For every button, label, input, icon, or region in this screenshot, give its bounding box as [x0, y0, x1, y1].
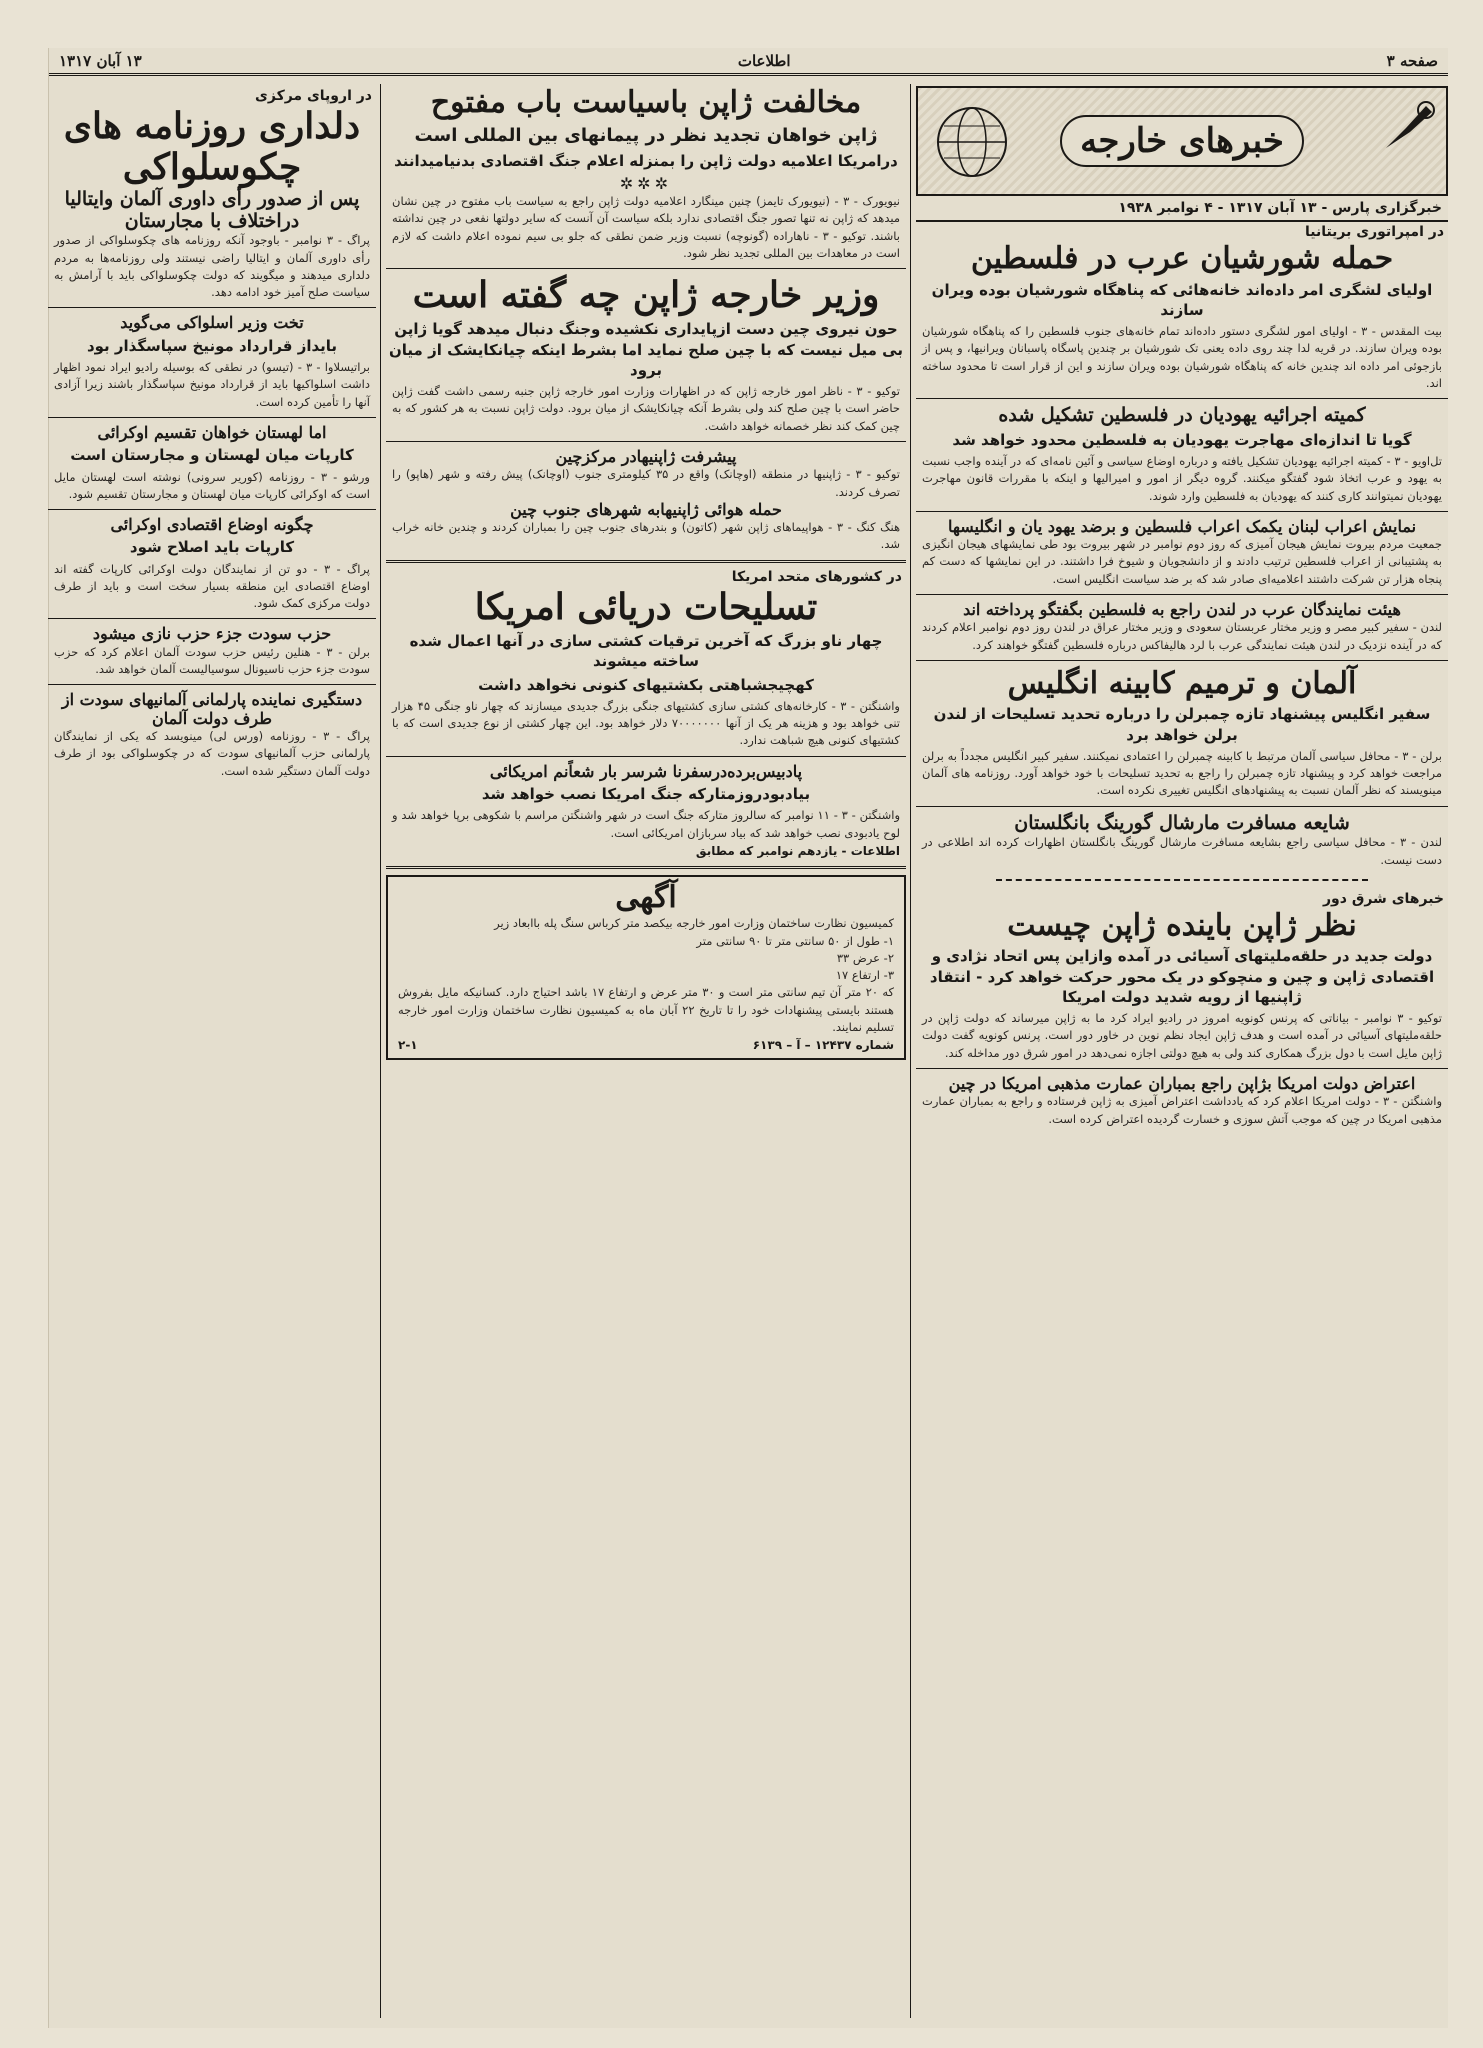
- headline-jewish-committee: کمیته اجرائیه یهودیان در فلسطین تشکیل شده: [998, 404, 1366, 426]
- subheadline: اولیای لشگری امر داده‌اند خانه‌هائی که پناهگاه شورشیان بوده ویران سازند: [931, 280, 1433, 319]
- headline-carpatho: چگونه اوضاع اقتصادی اوکرائی: [110, 515, 314, 534]
- headline-slovak-pm: تخت وزیر اسلواکی می‌گوید: [120, 313, 304, 333]
- subheadline: بایداز قرارداد مونیخ سپاسگذار بود: [86, 336, 338, 355]
- newspaper-page: [48, 48, 1448, 2028]
- headline-goering: شایعه مسافرت مارشال گورینگ بانگلستان: [1014, 811, 1350, 834]
- article-body: هنگ کنگ - ۳ - هواپیماهای ژاپن شهر (کاتون) و بندرهای جنوب چین را بمباران کردند و چندین خانه خراب شد.: [392, 520, 901, 552]
- page-number: صفحه ۳: [1386, 51, 1438, 70]
- column-rule: [380, 84, 381, 2018]
- headline-foreign-minister: وزیر خارجه ژاپن چه گفته است: [412, 274, 880, 317]
- headline-memorial: پادبیس‌برده‌درسفرنا شرسر بار شعاً‌نم امریکائی: [489, 761, 803, 781]
- region-label: در امپراتوری بریتانیا: [1304, 224, 1444, 240]
- divider: [48, 684, 376, 685]
- headline-poland: اما لهستان خواهان تقسیم اوکرائی: [97, 422, 327, 442]
- ornament: ✲✲✲: [619, 174, 673, 194]
- divider: [386, 441, 906, 442]
- foreign-news-header: [916, 86, 1448, 196]
- divider: [916, 594, 1448, 595]
- article-body: توکیو - ۳ - ژاپنیها در منطقه (اوچانک) واقع در ۳۵ کیلومتری جنوب (اوچانک) پیش رفته و شهر (هاپو) را تصرف کردند.: [392, 467, 900, 499]
- headline-palestine: حمله شورشیان عرب در فلسطین: [970, 241, 1394, 276]
- ad-item: ۳- ارتفاع ۱۷: [835, 968, 894, 982]
- region-label: در کشورهای متحد امریکا: [731, 568, 902, 585]
- article-body: واشنگتن - ۳ - کارخانه‌های کشتی سازی کشتیهای جنگی بزرگ جدیدی میسازند که چهار ناو جنگی ۴۵ هزار تنی خواهد بود و هزینه هر یک از آنها ۷۰۰۰۰۰۰۰ دلار خواهد بود. این چهار کشتی از نوع جدیدی است که با کشتیهای کنونی هیچ شباهت ندارد.: [392, 698, 901, 748]
- issue-date: ۱۳ آبان ۱۳۱۷: [59, 51, 142, 70]
- column-rule: [910, 84, 911, 2018]
- right-column: [916, 86, 1448, 2018]
- ad-number: شماره ۱۲۴۳۷ – آ – ۶۱۳۹: [752, 1038, 894, 1052]
- headline-central-china: پیشرفت ژاپنیهادر مرکزچین: [555, 446, 737, 466]
- article-body: جمعیت مردم بیروت نمایش هیجان آمیزی که روز دوم نوامبر در شهر بیروت بود طی نمایشهای هیجان انگیزی به پشتیبانی از اعراب فلسطین ترتیب دادند و از دانشجویان و شیوخ فرا داشتند. در این نمایشها که دست کم پنجاه هزار تن شرکت داشتند اعلامیه‌ای صادر شد که بر ضد سیاست انگلیس است.: [922, 537, 1442, 586]
- divider: [916, 1068, 1448, 1069]
- article-body: ورشو - ۳ - روزنامه (کوریر سرونی) نوشته است لهستان مایل است که اوکرائی کارپات میان لهستان و مجارستان تقسیم شود.: [54, 469, 370, 501]
- ad-title: آگهی: [615, 879, 677, 915]
- article-body: نیویورک - ۳ - (نیویورک تایمز) چنین مینگارد اعلامیه دولت ژاپن راجع به سیاست باب مفتوح در چین نشان میدهد که ژاپن نه تنها تصور جنگ اقتصادی ندارد بلکه سیاست آن آنست که سایر دولتها نفعی در چین نداشته باشند. توکیو - ۳ - ناهاراده (گونوچه) نسبت وزیر ضمن نطقی که جلو بی سیم نموده اعلام داشت که لازم است در معاهدات بین المللی تجدید نظر شود.: [392, 194, 901, 260]
- subheadline: کارپات باید اصلاح شود: [129, 538, 295, 557]
- subheadline: درامریکا اعلامیه دولت ژاپن را بمنزله اعلام جنگ اقتصادی بدنیامیدانند: [394, 151, 898, 170]
- subheadline: کارپات میان لهستان و مجارستان است: [70, 446, 354, 465]
- region-label: در اروپای مرکزی: [255, 88, 372, 104]
- article-body: پراگ - ۳ - دو تن از نمایندگان دولت اوکرائی کارپات گفته اند اوضاع اقتصادی این منطقه بسیار سخت است و باید از طرف دولت مرکزی کمک شود.: [54, 561, 371, 611]
- headline-us-navy: تسلیحات دریائی امریکا: [474, 585, 818, 628]
- paper-name: اطلاعات: [737, 51, 791, 70]
- article-footer: [386, 842, 906, 860]
- far-east-label: خبرهای شرق دور: [1323, 890, 1444, 907]
- section-title: خبرهای خارجه: [1060, 115, 1304, 167]
- gramophone-horn-icon: [1376, 98, 1436, 158]
- divider: [48, 618, 376, 619]
- globe-icon: [932, 102, 1012, 182]
- article-body: پراگ - ۳ نوامبر - باوجود آنکه روزنامه های چکوسلواکی از صدور رأی داوری آلمان و ایتالیا راضی نیستند ولی روزنامه‌ها به مردم دلداری میدهند و میگویند که دولت چکوسلواکی باید با آرامش به سیاست صلح آمیز خود ادامه دهد.: [54, 233, 370, 300]
- article-body: برلن - ۳ - هنلین رئیس حزب سودت آلمان اعلام کرد که حزب سودت جزء حزب ناسیونال سوسیالیست آلمان خواهد شد.: [54, 644, 370, 677]
- agency-dateline: [916, 196, 1448, 222]
- running-head: [49, 48, 1448, 76]
- divider: [386, 560, 906, 563]
- article-body: توکیو - ۳ - ناظر امور خارجه ژاپن که در اظهارات وزارت امور خارجه ژاپن جنبه رسمی داشت گفت ژاپن حاضر است با چین صلح کند ولی بشرط آنکه چیانکایشک از میان برود. دولت ژاپن نسبت به هر کشور که به چین کمک کند نظر خصمانه خواهد داشت.: [392, 384, 900, 433]
- headline-us-protest: اعتراض دولت امریکا بژاپن راجع بمباران عمارت مذهبی امریکا در چین: [948, 1073, 1416, 1093]
- footer-text: اطلاعات - یازدهم نوامبر که مطابق: [695, 843, 900, 858]
- subheadline: کهچیجشباهتی بکشتیهای کنونی نخواهد داشت: [478, 675, 814, 694]
- subheadline: گویا تا اندازه‌ای مهاجرت یهودیان به فلسطین محدود خواهد شد: [952, 430, 1412, 449]
- article-body: واشنگتن - ۳ - دولت امریکا اعلام کرد که یادداشت اعتراض آمیزی به ژاپن فرستاده و راجع به بمباران عمارت مذهبی امریکا در چین که موجب آتش سوزی و خسارت گردیده اعتراض کرده است.: [922, 1094, 1442, 1126]
- ad-footer: [392, 1036, 900, 1054]
- subheadline: حون نیروی چین دست ازپایداری نکشیده وجنگ دنبال میدهد گویا ژاپن بی میل نیست که با چین صلح نماید اما بشرط اینکه چیانکایشک از میان برود: [389, 320, 903, 379]
- left-column: [48, 86, 376, 2018]
- subheadline: سفیر انگلیس پیشنهاد تازه چمبرلن را درباره تحدید تسلیحات از لندن برلن خواهد برد: [933, 705, 1431, 744]
- headline-czech-press: دلداری روزنامه های چکوسلواکی: [63, 105, 361, 189]
- article-body: تل‌اویو - ۳ - کمیته اجرائیه یهودیان تشکیل یافته و درباره اوضاع سیاسی و آئین نامه‌ای که در آینده واجب نسبت به یهود و عرب اتخاذ شود گفتگو میکنند. گروه دیگر از امور و امیرالیها و اینکه با مقررات قانون مهاجرت یهودیان نمیتوانند کاری کنند که یهودیان به فلسطین وارد شوند.: [922, 454, 1442, 503]
- headline-germany-cabinet: آلمان و ترمیم کابینه انگلیس: [1007, 665, 1357, 701]
- article-body: بیت المقدس - ۳ - اولیای امور لشگری دستور داده‌اند تمام خانه‌های جنوب فلسطین را که پناهگاه شورشیان بوده ویران سازند. در قریه لدا چند روی داده یعنی تک شورشیان بر چندین پاسگاه پاسبانان ویرانیها، و پس از بازجوئی امر داده اند چندین خانه که پناهگاه شورشیان بوده ویران سازند و این از قرار است تا محدود ساخته اند.: [922, 324, 1442, 390]
- headline-air-raid: حمله هوائی ژاپنیهابه شهرهای جنوب چین: [510, 499, 782, 519]
- ad-intro: کمیسیون نظارت ساختمان وزارت امور خارجه بیکصد متر کرباس سنگ پله باابعاد زیر: [494, 916, 894, 931]
- middle-column: [386, 86, 906, 2018]
- subheadline: ژاپن خواهان تجدید نظر در پیمانهای بین المللی است: [414, 124, 878, 146]
- divider: [916, 660, 1448, 661]
- divider: [48, 417, 376, 418]
- subheadline: بیادبودروزمتارکه جنگ امریکا نصب خواهد شد: [481, 785, 811, 803]
- ad-item: ۲- عرض ۳۳: [836, 950, 894, 965]
- article-body: براتیسلاوا - ۳ - (تیسو) در نطقی که بوسیله رادیو ایراد نمود اظهار داشت اسلواکیها باید از قرارداد مونیخ سپاسگذار باشند زیرا آزادی آنها را تأمین کرده است.: [54, 360, 370, 409]
- divider: [386, 866, 906, 869]
- divider: [996, 879, 1368, 881]
- divider: [386, 268, 906, 269]
- agency-line: خبرگزاری پارس - ۱۳ آبان ۱۳۱۷ - ۴ نوامبر ۱۹۳۸: [1118, 200, 1442, 216]
- subheadline: پس از صدور رأی داوری آلمان وایتالیا دراختلاف با مجارستان: [64, 187, 360, 232]
- divider: [916, 398, 1448, 399]
- subheadline: چهار ناو بزرگ که آخرین ترقیات کشتی سازی در آنها اعمال شده ساخته میشوند: [409, 632, 883, 671]
- article-body: توکیو - ۳ نوامبر - بیاناتی که پرنس کونویه امروز در رادیو ایراد کرد ما به ژاپن میرساند که دولت ژاپن در حلقه‌ملیتهای آسیائی در آمده است و هدف ژاپن ایجاد نظم نوین در خاور دور است. پرنس کونویه گفت دولت ژاپن مایل است با دول بزرگ همکاری کند ولی به هیچ دولتی اجازه نمی‌دهد در امور شرق دور مداخله کند.: [922, 1011, 1442, 1060]
- headline-sudeten-arrest: دستگیری نماینده پارلمانی آلمانیهای سودت از طرف دولت آلمان: [61, 690, 363, 728]
- article-body: واشنگتن - ۳ - ۱۱ نوامبر که سالروز متارکه جنگ است در شهر واشنگتن مراسم با شکوهی برپا خواهد شد و لوح یادبودی نصب خواهد شد که بیاد سربازان امریکائی است.: [392, 808, 901, 840]
- article-body: برلن - ۳ - محافل سیاسی آلمان مرتبط با کابینه چمبرلن را اعتمادی نمیکنند. سفیر کبیر انگلیس مجدداً به برلن مراجعت خواهد کرد و پیشنهاد تازه چمبرلن را راجع به تحدید تسلیحات با خود خواهد آورد. روزنامه های آلمان مینویسند که نظر آلمان نسبت به پیشنهادهای انگلیس تغییری نکرده است.: [922, 748, 1442, 798]
- divider: [916, 806, 1448, 807]
- advertisement: [386, 875, 906, 1060]
- ad-body: که ۲۰ متر آن تیم سانتی متر است و ۳۰ متر عرض و ارتفاع ۱۷ باشد احتیاج دارد. کسانیکه مایل بفروش هستند بایستی پیشنهادات خود را تا تاریخ ۲۲ آبان ماه به کمیسیون نظارت ساختمان وزارت امور خارجه تسلیم نمایند.: [398, 985, 895, 1034]
- ad-run: ۲-۱: [398, 1038, 418, 1052]
- subheadline: دولت جدید در حلقه‌ملیتهای آسیائی در آمده وازاین پس اتحاد نژادی و اقتصادی ژاپن و چین و منچوکو در یک محور حرکت خواهد کرد - انتقاد ژاپنیها از رویه شدید دولت امریکا: [929, 947, 1435, 1006]
- divider: [916, 511, 1448, 512]
- headline-japan-future: نظر ژاپن باینده ژاپن چیست: [1007, 907, 1357, 943]
- divider: [386, 756, 906, 757]
- article-body: لندن - سفیر کبیر مصر و وزیر مختار عربستان سعودی و وزیر مختار عراق در لندن روز دوم نوامبر اعلام کردند که در آینده نزدیک در لندن هیئت نمایندگی عرب با لرد هالیفاکس درباره فلسطین گفتگو خواهند کرد.: [922, 620, 1442, 652]
- headline-sudeten-party: حزب سودت جزء حزب نازی میشود: [92, 624, 332, 644]
- headline-lebanon-demonstration: نمایش اعراب لبنان یکمک اعراب فلسطین و برضد یهود یان و انگلیسها: [947, 516, 1417, 536]
- divider: [48, 509, 376, 510]
- article-body: پراگ - ۳ - روزنامه (ورس لی) مینویسد که یکی از نمایندگان پارلمانی حزب آلمانیهای سودت که در چکوسلواکی بود از طرف دولت آلمان دستگیر شده است.: [54, 729, 371, 778]
- headline-open-door: مخالفت ژاپن باسیاست باب مفتوح: [430, 86, 862, 120]
- article-body: لندن - ۳ - محافل سیاسی راجع بشایعه مسافرت مارشال گورینگ بانگلستان اظهارات کرده اند اطلاعی در دست نیست.: [922, 835, 1442, 867]
- divider: [48, 307, 376, 308]
- headline-arab-delegation: هیئت نمایندگان عرب در لندن راجع به فلسطین بگفتگو پرداخته اند: [963, 599, 1401, 619]
- ad-item: ۱- طول از ۵۰ سانتی متر تا ۹۰ سانتی متر: [696, 933, 894, 948]
